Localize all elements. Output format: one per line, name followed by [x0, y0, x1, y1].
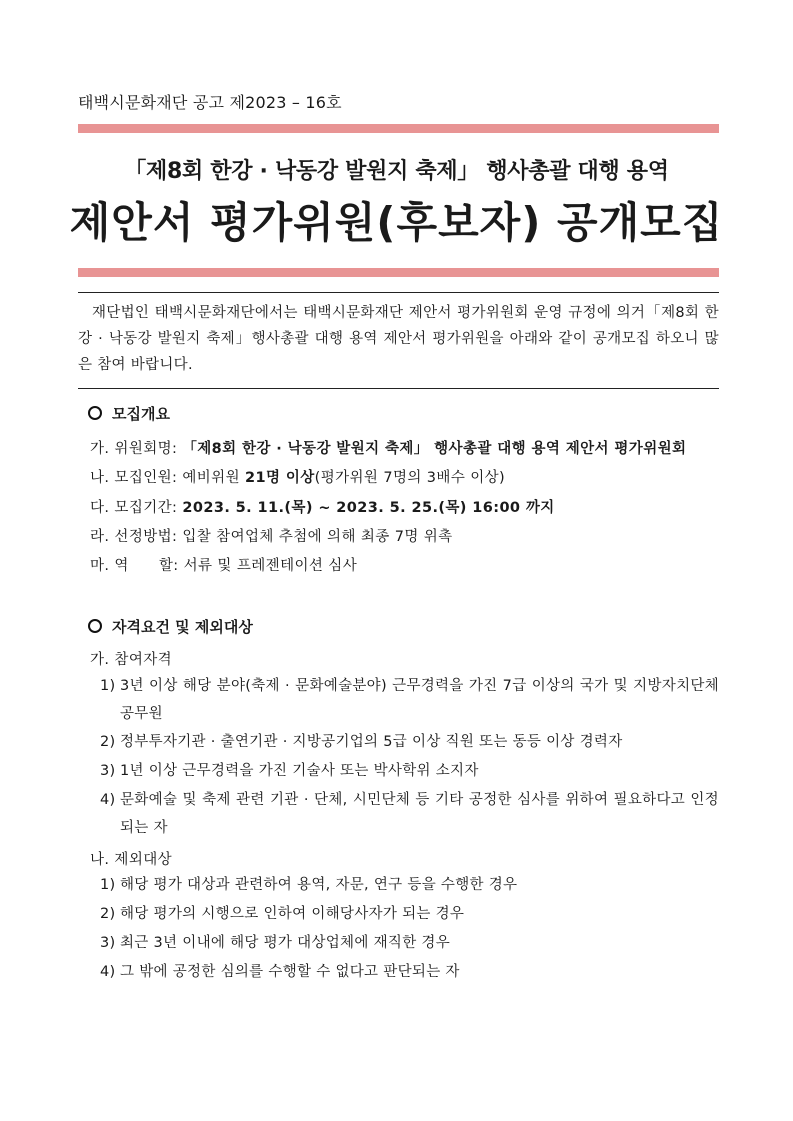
list-item — [96, 672, 719, 728]
list-item — [96, 871, 719, 899]
row-value: 서류 및 프레젠테이션 심사 — [183, 558, 358, 574]
section-heading-label: 자격요건 및 제외대상 — [112, 618, 253, 636]
item-text: 해당 평가 대상과 관련하여 용역, 자문, 연구 등을 수행한 경우 — [120, 877, 518, 893]
intro-bottom-rule — [78, 388, 719, 389]
item-text: 정부투자기관 · 출연기관 · 지방공기업의 5급 이상 직원 또는 동등 이상 경력자 — [120, 734, 623, 750]
item-number: 2) — [100, 734, 116, 750]
list-item — [96, 728, 719, 756]
item-number: 4) — [100, 964, 116, 980]
document-subtitle: 「제8회 한강 · 낙동강 발원지 축제」 행사총괄 대행 용역 — [124, 159, 669, 184]
item-number: 1) — [100, 678, 116, 694]
item-text: 문화예술 및 축제 관련 기관 · 단체, 시민단체 등 기타 공정한 심사를 위하여 필요하다고 인정되는 자 — [120, 792, 719, 836]
list-item — [96, 757, 719, 785]
row-value-bold: 21명 이상 — [245, 470, 315, 486]
intro-top-rule — [78, 292, 719, 293]
row-value-note: (평가위원 7명의 3배수 이상) — [314, 470, 506, 486]
row-value: 입찰 참여업체 추첨에 의해 최종 7명 위촉 — [182, 529, 453, 545]
item-number: 4) — [100, 792, 116, 808]
list-item — [96, 958, 719, 986]
item-text: 1년 이상 근무경력을 가진 기술사 또는 박사학위 소지자 — [120, 763, 479, 779]
section-heading-overview — [88, 403, 170, 424]
overview-row-selection — [90, 525, 453, 546]
list-item — [96, 900, 719, 928]
row-label: 다. 모집기간: — [90, 500, 178, 516]
section-heading-qualifications — [88, 616, 253, 637]
row-value-bold: 「제8회 한강 · 낙동강 발원지 축제」 행사총괄 대행 용역 제안서 평가위원회 — [182, 441, 687, 457]
list-item — [96, 786, 719, 842]
row-value-bold: 2023. 5. 11.(목) ~ 2023. 5. 25.(목) 16:00 까지 — [182, 500, 555, 516]
item-text: 3년 이상 해당 분야(축제 · 문화예술분야) 근무경력을 가진 7급 이상의 국가 및 지방자치단체 공무원 — [120, 678, 719, 722]
overview-row-period — [90, 496, 555, 517]
circle-bullet-icon — [88, 619, 102, 633]
item-text: 최근 3년 이내에 해당 평가 대상업체에 재직한 경우 — [120, 935, 451, 951]
bottom-accent-bar — [78, 268, 719, 277]
item-text: 해당 평가의 시행으로 인하여 이해당사자가 되는 경우 — [120, 906, 465, 922]
row-label: 나. 모집인원: — [90, 470, 178, 486]
row-label: 마. 역 할: — [90, 558, 179, 574]
item-number: 3) — [100, 763, 116, 779]
overview-row-recruit-count — [90, 466, 505, 487]
overview-row-role — [90, 554, 357, 575]
item-number: 3) — [100, 935, 116, 951]
top-accent-bar — [78, 124, 719, 133]
notice-number: 태백시문화재단 공고 제2023 – 16호 — [78, 93, 342, 112]
row-value: 예비위원 — [182, 470, 245, 486]
document-title: 제안서 평가위원(후보자) 공개모집 — [69, 198, 724, 247]
overview-row-committee — [90, 437, 686, 458]
subheading-exclusions: 나. 제외대상 — [90, 852, 173, 868]
intro-paragraph: 재단법인 태백시문화재단에서는 태백시문화재단 제안서 평가위원회 운영 규정에 의거「제8회 한강 · 낙동강 발원지 축제」행사총괄 대행 용역 제안서 평가위원을 아래와 같이 공개모집 하오니 많은 참여 바랍니다. — [78, 305, 719, 373]
row-label: 가. 위원회명: — [90, 441, 178, 457]
circle-bullet-icon — [88, 406, 102, 420]
item-number: 1) — [100, 877, 116, 893]
list-item — [96, 929, 719, 957]
item-text: 그 밖에 공정한 심의를 수행할 수 없다고 판단되는 자 — [120, 964, 460, 980]
section-heading-label: 모집개요 — [112, 405, 170, 423]
item-number: 2) — [100, 906, 116, 922]
subheading-eligibility: 가. 참여자격 — [90, 652, 173, 668]
row-label: 라. 선정방법: — [90, 529, 178, 545]
